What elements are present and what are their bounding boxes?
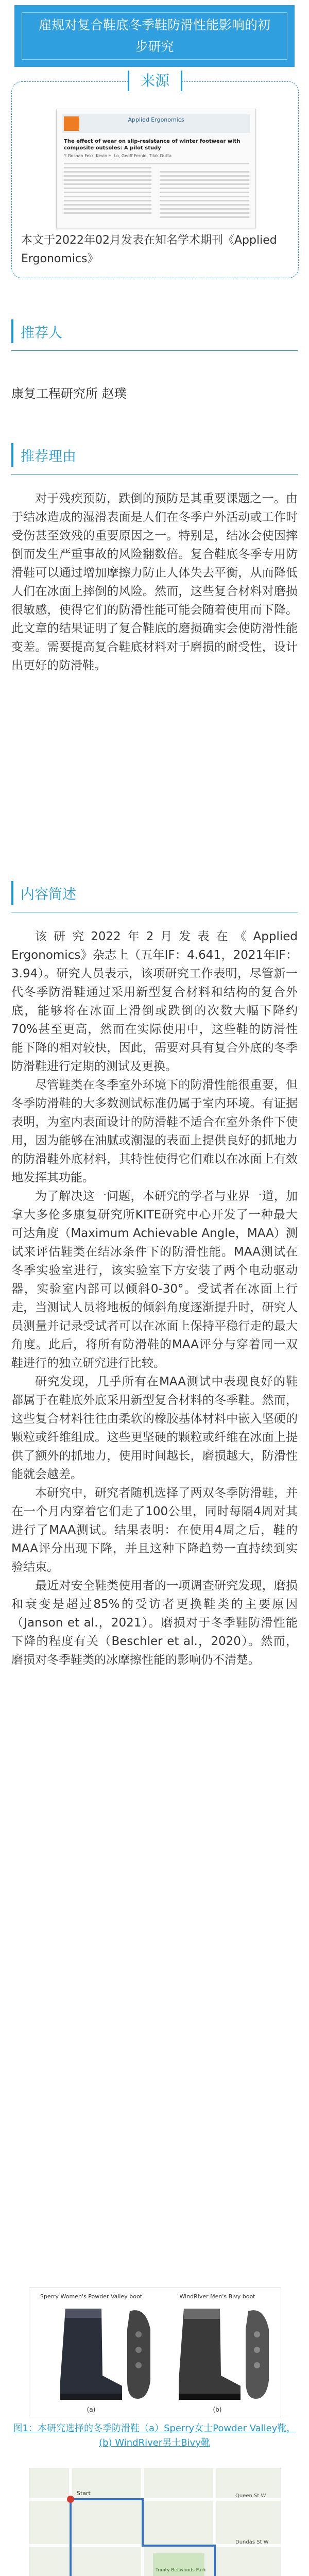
figure-route-map: [29, 2468, 281, 2576]
paper-authors: Y. Roshan Fekr, Kevin H. Lo, Geoff Fernie, Tilak Dutta: [64, 154, 172, 158]
map-label-road1: Queen St W: [235, 2493, 266, 2499]
boot-left-icon: [60, 2309, 122, 2400]
content-paragraph: 最近对安全鞋类使用者的一项调查研究发现，磨损和衰变是超过85%的受访者更换鞋类的主要原因（Janson et al.，2021）。磨损对于冬季鞋防滑性能下降的程度有关（Beschler et al.，2020）。然而，磨损对冬季鞋类的冰摩擦性能的影响仍不清楚。: [11, 1579, 298, 1667]
source-section: [11, 72, 299, 278]
figure-boots: [29, 2287, 281, 2417]
figure-1-caption: 图1：本研究选择的冬季防滑鞋（a）Sperry女士Powder Valley靴，(b) WindRiver男士Bivy靴: [13, 2423, 296, 2448]
reason-text: [11, 489, 298, 675]
reason-paragraph: 对于残疾预防，跌倒的预防是其重要课题之一。由于结冰造成的湿滑表面是人们在冬季户外活动或工作时受伤甚至致残的重要原因之一。特别是，结冰会使因摔倒而发生严重事故的风险翻数倍。复合鞋底冬季专用防滑鞋可以通过增加摩擦力防止人体失去平衡，从而降低人们在冰面上摔倒的风险。然而，这些复合材料对磨损很敏感，使得它们的防滑性能可能会随着使用而下降。此文章的结果证明了复合鞋底的磨损确实会使防滑性能变差。需要提高复合鞋底材料对于磨损的耐受性，设计出更好的防滑鞋。: [11, 492, 298, 672]
content-paragraph: 为了解决这一问题，本研究的学者与业界一道，加拿大多伦多康复研究所KITE研究中心开发了一种最大可达角度（Maximum Achievable Angle，MAA）测试来评估鞋类在结冰条件下的防滑性能。MAA测试在冬季实验室进行，该实验室下方安装了两个电动驱动器，实验室内部可以倾斜0-30°。受试者在冰面上行走，当测试人员将地板的倾斜角度逐渐提升时，研究人员测量并记录受试者可以在冰面上保持平稳行走的最大角度。此后，将所有防滑鞋的MAA评分与穿着同一双鞋进行的独立研究进行比较。: [11, 1190, 298, 1370]
content-paragraph: 本研究中，研究者随机选择了两双冬季防滑鞋，并在一个月内穿着它们走了100公里，同时每隔4周对其进行了MAA测试。结果表明：在使用4周之后，鞋的MAA评分出现下降，并且这种下降趋势一直持续到实验结束。: [11, 1486, 298, 1574]
sole-right-icon: [246, 2310, 269, 2399]
paper-title: The effect of wear on slip-resistance of winter footwear with composite outsoles: A pilot study: [64, 139, 241, 151]
content-paragraph: 研究发现，几乎所有在MAA测试中表现良好的鞋都属于在鞋底外底采用新型复合材料的冬季鞋。然而，这些复合材料往往由柔软的橡胶基体材料中嵌入坚硬的颗粒或纤维组成。这些更坚硬的颗粒或纤维在冰面上提供了额外的抓地力，使用时间越长，磨损越大，防滑性能就会越差。: [11, 1375, 298, 1481]
recommender-heading: 推荐人: [11, 319, 62, 343]
fig-label-a: (a): [87, 2406, 96, 2413]
map-label-start: Start: [77, 2490, 91, 2497]
map-label-park: Trinity Bellwoods Park: [156, 2568, 207, 2573]
recommender-name: 康复工程研究所 赵璞: [11, 386, 127, 401]
route-map: [29, 2468, 281, 2576]
content-paragraph: 该研究2022年2月发表在《Applied Ergonomics》杂志上（五年IF：4.641，2021年IF：3.94）。研究人员表示，该项研究工作表明，尽管新一代冬季防滑鞋通过采用新型复合材料和结构的复合外底，能够将在冰面上滑倒或跌倒的次数大幅下降约70%甚至更高，然而在实际使用中，这些鞋的防滑性能下降的相对较快，因此，需要对具有复合外底的冬季防滑鞋进行定期的测试及更换。: [11, 930, 298, 1073]
map-label-road2: Dundas St W: [235, 2539, 269, 2545]
content-heading: 内容简述: [11, 881, 76, 905]
paper-thumbnail[interactable]: [56, 109, 256, 228]
sole-left-icon: [127, 2310, 150, 2399]
boot-right-label: WindRiver Men's Bivy boot: [179, 2293, 255, 2300]
title-banner: [14, 5, 295, 67]
paper-journal: Applied Ergonomics: [128, 116, 184, 123]
boot-right-icon: [179, 2309, 241, 2400]
source-caption: 本文于2022年02月发表在知名学术期刊《Applied Ergonomics》: [21, 234, 277, 265]
content-paragraph: 尽管鞋类在冬季室外环境下的防滑性能很重要，但冬季防滑鞋的大多数测试标准仍属于室内环境。有证据表明，为室内表面设计的防滑鞋不适合在室外条件下使用，因为能够在油腻或潮湿的表面上提供良好的抓地力的防滑鞋外底材料，其特性使得它们难以在冰面上有效地发挥其功能。: [11, 1078, 298, 1184]
source-heading: 来源: [128, 71, 182, 91]
divider: [11, 350, 298, 351]
reason-heading: 推荐理由: [11, 443, 76, 467]
boot-left-label: Sperry Women's Powder Valley boot: [40, 2293, 143, 2300]
boots-illustration: [29, 2288, 281, 2417]
start-marker-icon: [67, 2496, 74, 2503]
content-block-1: [11, 927, 298, 1669]
banner-title: 雇规对复合鞋底冬季鞋防滑性能影响的初步研究: [22, 12, 287, 60]
fig-label-b: (b): [213, 2406, 222, 2413]
